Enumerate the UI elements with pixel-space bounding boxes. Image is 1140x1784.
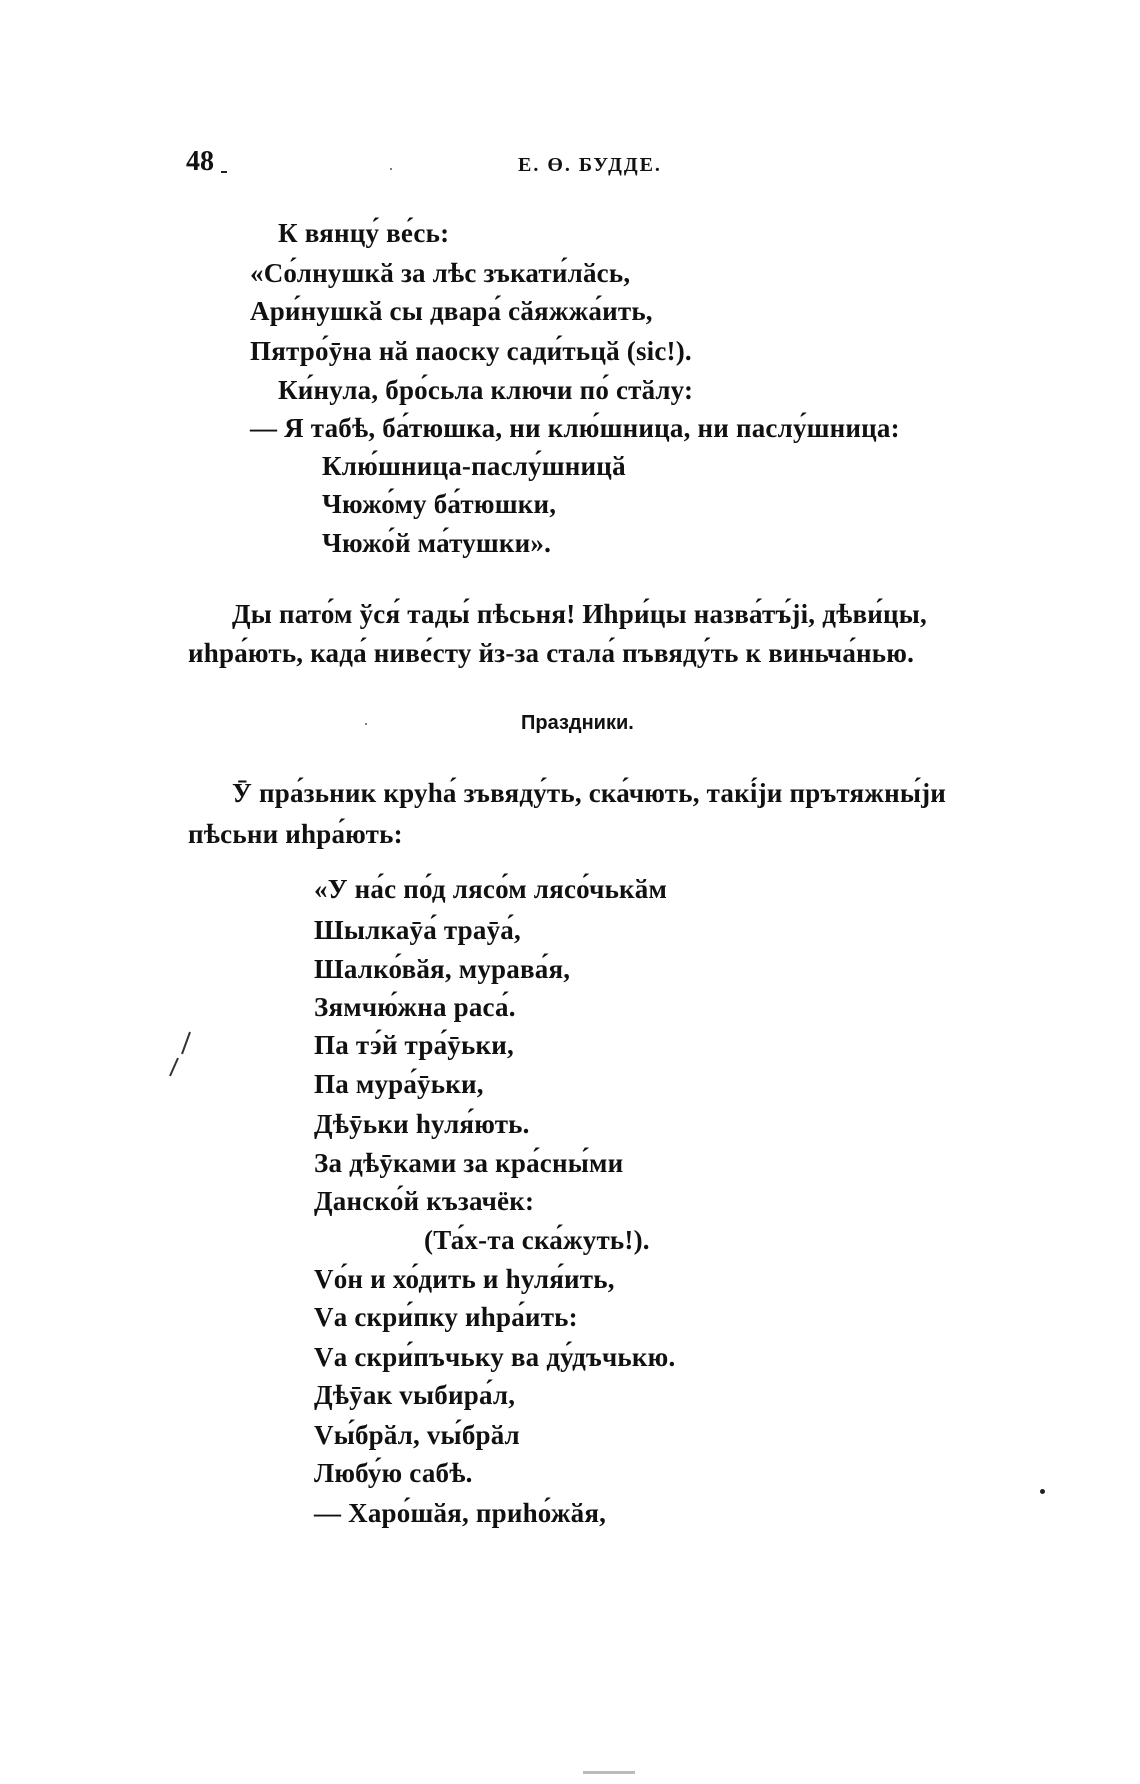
paragraph2-line-1: Ӯ пра́зьник круһа́ зъвяду́ть, ска́чють, такі́ји прътяжны́ји — [232, 778, 947, 808]
song-line-16: Любу́ю сабѣ. — [314, 1458, 473, 1488]
song-line-11: Vо́н и хо́дить и һуля́ить, — [314, 1264, 615, 1294]
song-line-10: (Та́х-та ска́жуть!). — [424, 1225, 650, 1255]
bottom-smudge — [583, 1771, 635, 1774]
paragraph2-line-2: пѣсьни иһра́ють: — [188, 819, 403, 849]
song-line-8: За дѣӯками за кра́сны́ми — [314, 1148, 624, 1178]
song-line-12: Vа скри́пку иһра́ить: — [314, 1302, 578, 1332]
song-line-1: «У на́с по́д лясо́м лясо́чькӑм — [314, 874, 668, 904]
page-number: 48 — [186, 146, 214, 177]
pencil-mark — [164, 1030, 194, 1078]
block1-line-6: — Я табѣ, ба́тюшка, ни клю́шница, ни паслу́шница: — [250, 413, 900, 443]
paragraph1-line-1: Ды пато́м ўся́ тады́ пѣсьня! Иһри́цы назва́тъ́јі, дѣви́цы, — [232, 599, 927, 629]
song-line-2: Шылкаӯа́ траӯа́, — [314, 915, 521, 945]
song-line-13: Vа скри́пъчьку ва ду́дъчькю. — [314, 1342, 676, 1372]
song-line-9: Данско́й къзачёк: — [314, 1186, 535, 1216]
section-heading: Праздники. — [521, 712, 634, 734]
song-line-4: Зямчю́жна раса́. — [314, 992, 516, 1022]
block1-line-1: К вянцу́ ве́сь: — [278, 218, 450, 248]
song-line-15: Vы́брӑл, vы́брӑл — [314, 1420, 520, 1450]
block1-line-5: Ки́нула, бро́сьла ключи по́ стӑлу: — [278, 375, 694, 405]
song-line-7: Дѣӯьки һуля́ють. — [314, 1109, 530, 1139]
block1-line-9: Чюжо́й ма́тушки». — [322, 528, 552, 558]
ink-speck-3 — [365, 723, 367, 725]
song-line-14: Дѣӯак vыбира́л, — [314, 1380, 516, 1410]
page-number-underline — [221, 171, 227, 173]
block1-line-3: Ари́нушкӑ сы двара́ сӑяжжа́ить, — [250, 296, 653, 326]
block1-line-4: Пятро́ӯна нӑ паоску сади́тьцӑ (sic!). — [250, 336, 692, 366]
song-line-17: — Харо́шӑя, приһо́жӑя, — [314, 1498, 607, 1528]
song-line-5: Па тэ́й тра́ӯьки, — [314, 1030, 514, 1060]
song-line-6: Па мура́ӯьки, — [314, 1069, 484, 1099]
ink-speck — [1040, 1489, 1045, 1494]
ink-speck-2 — [390, 168, 392, 170]
running-head: Е. Ө. БУДДЕ. — [518, 154, 662, 176]
paragraph1-line-2: иһра́ють, када́ ниве́сту йз-за стала́ пъвяду́ть к виньча́нью. — [188, 638, 915, 668]
block1-line-8: Чюжо́му ба́тюшки, — [322, 489, 557, 519]
block1-line-7: Клю́шница-паслу́шницӑ — [322, 451, 626, 481]
block1-line-2: «Со́лнушкӑ за лѣс зъкати́лӑсь, — [250, 258, 631, 288]
song-line-3: Шалко́вӑя, мурава́я, — [314, 954, 571, 984]
